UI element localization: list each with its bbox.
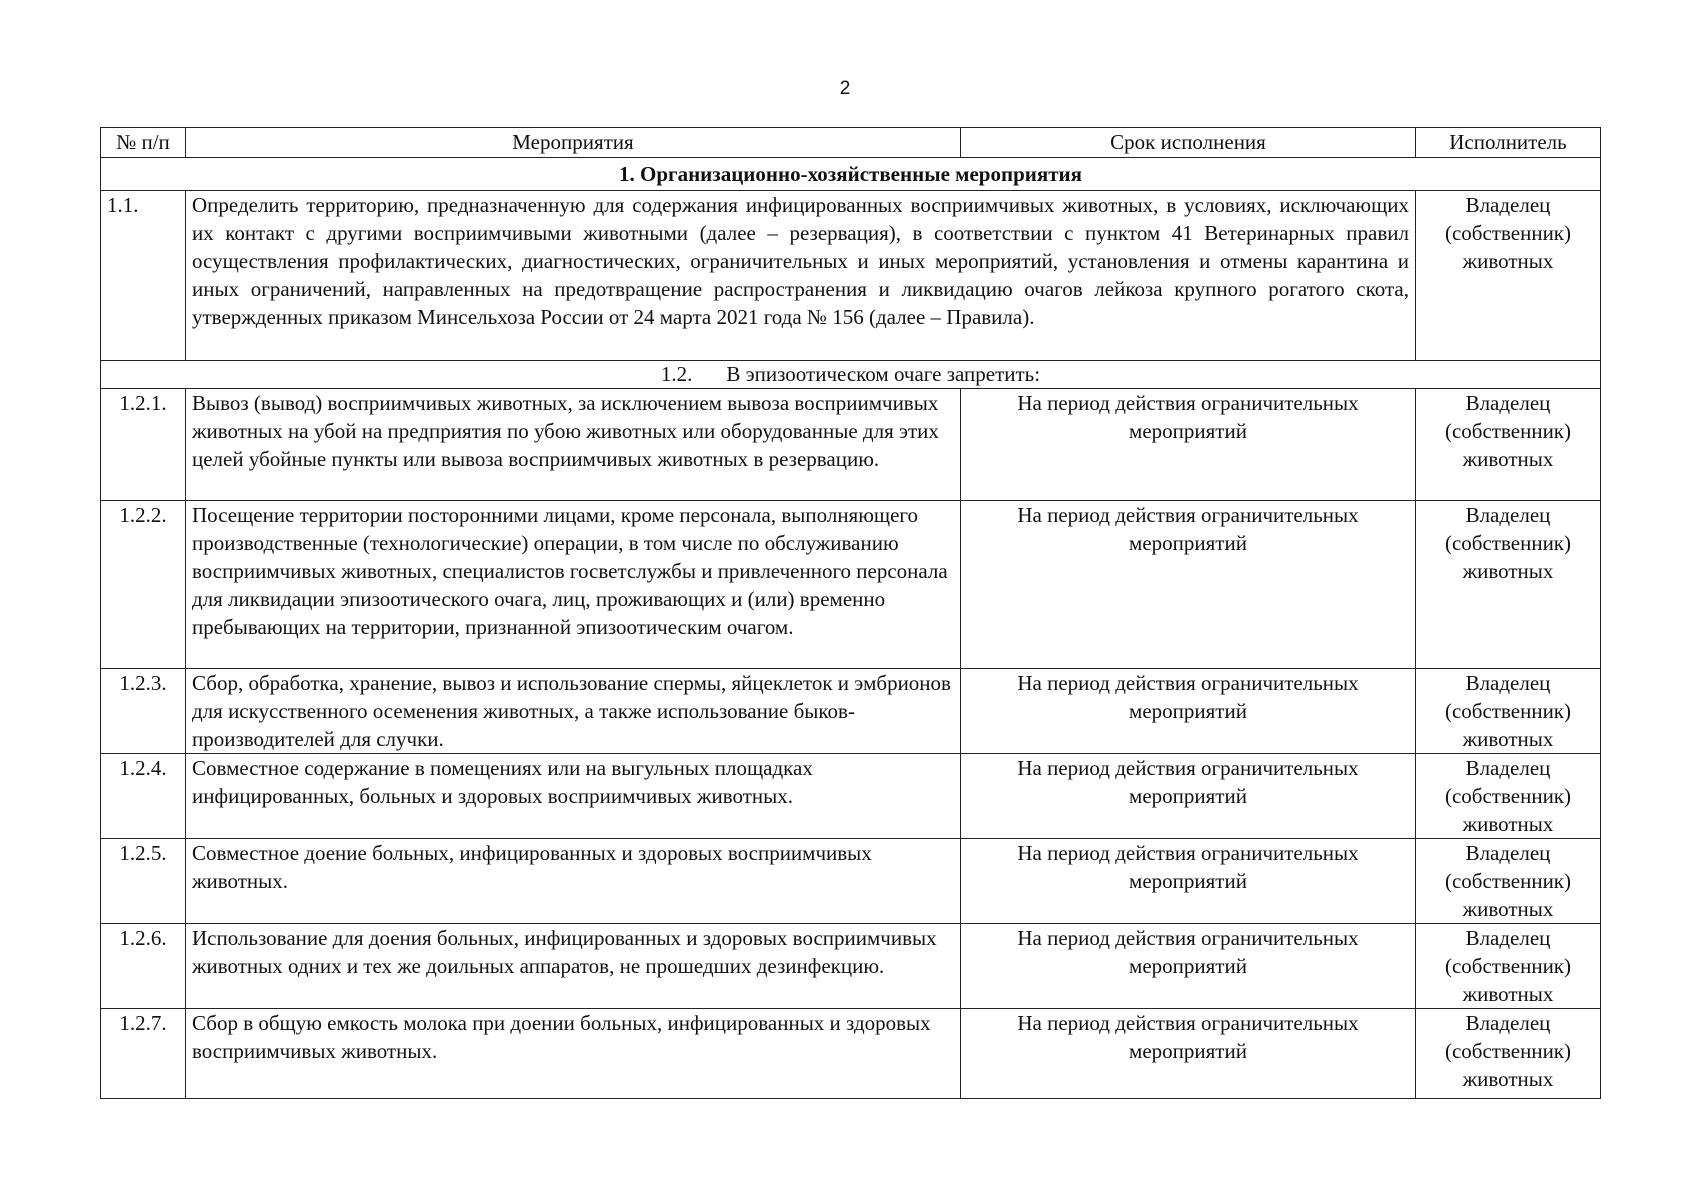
row-activity: Сбор в общую емкость молока при доении больных, инфицированных и здоровых восприимчивых животных. (186, 1009, 961, 1099)
row-executor: Владелец (собственник) животных (1416, 389, 1601, 501)
row-activity: Посещение территории посторонними лицами, кроме персонала, выполняющего производственные (технологические) операции, в том числе по обслуживанию восприимчивых животных, специалистов госветслужбы и привлеченного персонала для ликвидации эпизоотического очага, лиц, проживающих и (или) временно пребывающих на территории, признанной эпизоотическим очагом. (186, 501, 961, 669)
row-term: На период действия ограничительных мероприятий (961, 501, 1416, 669)
row-num: 1.2.6. (101, 924, 186, 1009)
row-num: 1.2.5. (101, 839, 186, 924)
section-title-row (101, 158, 1601, 191)
header-activity: Мероприятия (186, 128, 961, 158)
table-row (101, 924, 1601, 1009)
table-row (101, 1009, 1601, 1099)
item-1-1-row (101, 191, 1601, 361)
row-term: На период действия ограничительных мероприятий (961, 924, 1416, 1009)
row-term: На период действия ограничительных мероприятий (961, 669, 1416, 754)
row-executor: Владелец (собственник) животных (1416, 839, 1601, 924)
row-activity: Использование для доения больных, инфицированных и здоровых восприимчивых животных одних и тех же доильных аппаратов, не прошедших дезинфекцию. (186, 924, 961, 1009)
table-row (101, 669, 1601, 754)
row-num: 1.2.7. (101, 1009, 186, 1099)
row-activity: Совместное содержание в помещениях или на выгульных площадках инфицированных, больных и здоровых восприимчивых животных. (186, 754, 961, 839)
row-executor: Владелец (собственник) животных (1416, 754, 1601, 839)
measures-table (100, 127, 1601, 1099)
header-executor: Исполнитель (1416, 128, 1601, 158)
item-1-2-cell (101, 361, 1601, 389)
table-row (101, 389, 1601, 501)
section-title: 1. Организационно-хозяйственные мероприятия (101, 158, 1601, 191)
item-1-1-text: Определить территорию, предназначенную для содержания инфицированных восприимчивых животных, в условиях, исключающих их контакт с другими восприимчивыми животными (далее – резервация), в соответствии с пунктом 41 Ветеринарных правил осуществления профилактических, диагностических, ограничительных и иных мероприятий, установления и отмены карантина и иных ограничений, направленных на предотвращение распространения и ликвидацию очагов лейкоза крупного рогатого скота, утвержденных приказом Минсельхоза России от 24 марта 2021 года № 156 (далее – Правила). (186, 191, 1416, 361)
row-executor: Владелец (собственник) животных (1416, 924, 1601, 1009)
row-term: На период действия ограничительных мероприятий (961, 1009, 1416, 1099)
table-row (101, 501, 1601, 669)
row-activity: Совместное доение больных, инфицированных и здоровых восприимчивых животных. (186, 839, 961, 924)
page-number: 2 (839, 78, 851, 99)
item-1-2-row (101, 361, 1601, 389)
table-row (101, 754, 1601, 839)
header-term: Срок исполнения (961, 128, 1416, 158)
row-activity: Вывоз (вывод) восприимчивых животных, за исключением вывоза восприимчивых животных на убой на предприятия по убою животных или оборудованные для этих целей убойные пункты или вывоза восприимчивых животных в резервацию. (186, 389, 961, 501)
row-executor: Владелец (собственник) животных (1416, 501, 1601, 669)
item-1-1-executor: Владелец (собственник) животных (1416, 191, 1601, 361)
row-num: 1.2.3. (101, 669, 186, 754)
item-1-1-num: 1.1. (101, 191, 186, 361)
row-term: На период действия ограничительных мероприятий (961, 389, 1416, 501)
row-term: На период действия ограничительных мероприятий (961, 839, 1416, 924)
table-row (101, 839, 1601, 924)
header-num: № п/п (101, 128, 186, 158)
row-num: 1.2.4. (101, 754, 186, 839)
table-header-row (101, 128, 1601, 158)
row-executor: Владелец (собственник) животных (1416, 1009, 1601, 1099)
row-num: 1.2.2. (101, 501, 186, 669)
row-activity: Сбор, обработка, хранение, вывоз и использование спермы, яйцеклеток и эмбрионов для искусственного осеменения животных, а также использование быков-производителей для случки. (186, 669, 961, 754)
row-executor: Владелец (собственник) животных (1416, 669, 1601, 754)
item-1-2-num: 1.2. (660, 362, 693, 386)
row-term: На период действия ограничительных мероприятий (961, 754, 1416, 839)
item-1-2-text: В эпизоотическом очаге запретить: (726, 362, 1041, 386)
row-num: 1.2.1. (101, 389, 186, 501)
